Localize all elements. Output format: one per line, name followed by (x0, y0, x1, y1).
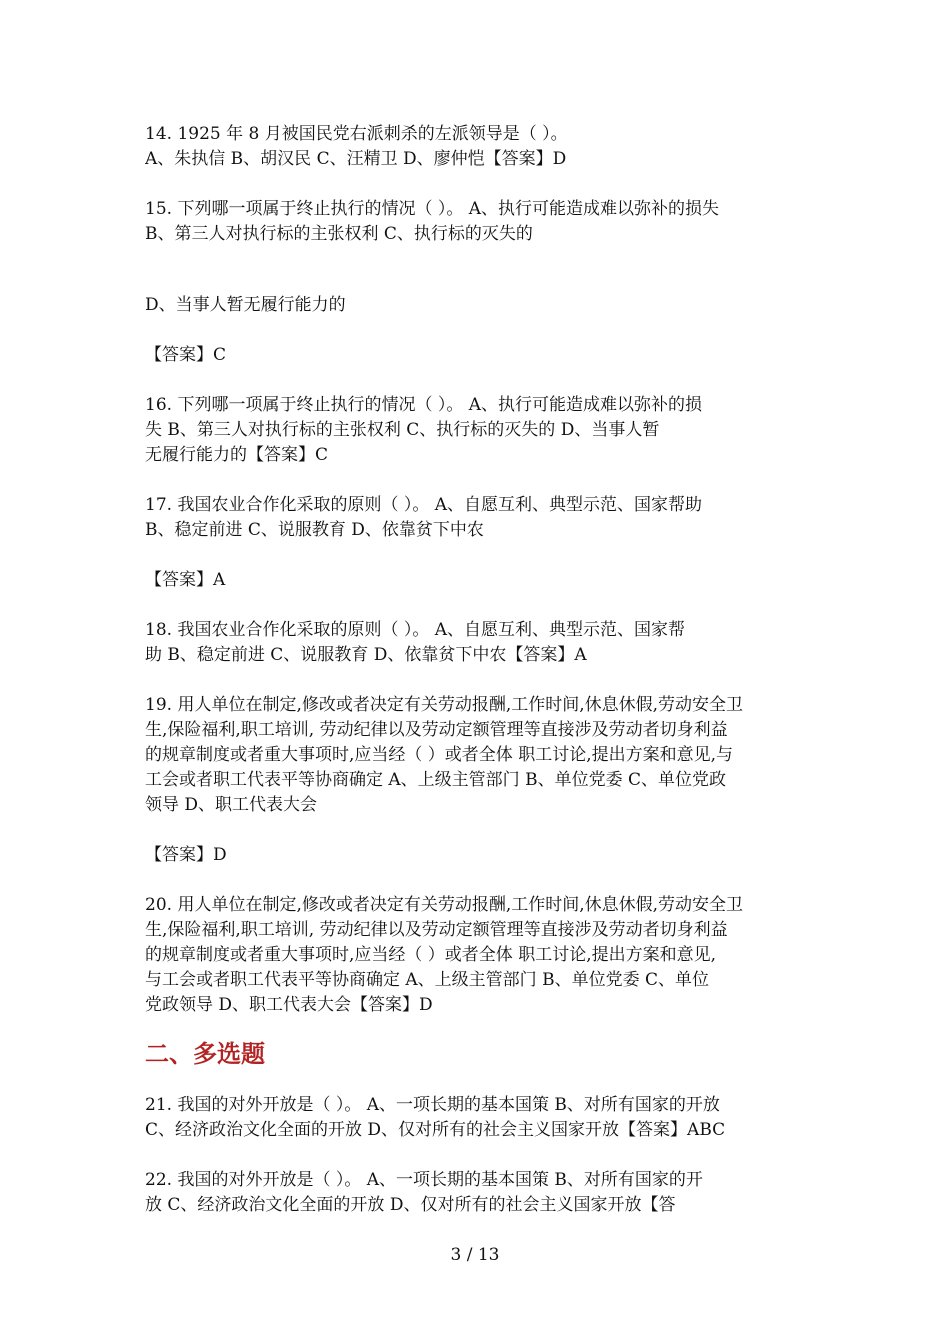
page-number: 3 / 13 (450, 1245, 500, 1265)
question-14: 14. 1925 年 8 月被国民党右派刺杀的左派领导是（ ）。 A、朱执信 B、胡汉民 C、汪精卫 D、廖仲恺【答案】D (145, 124, 568, 169)
question-15-option-d: D、当事人暂无履行能力的 (145, 295, 346, 315)
question-21: 21. 我国的对外开放是（ ）。 A、一项长期的基本国策 B、对所有国家的开放 C、经济政治文化全面的开放 D、仅对所有的社会主义国家开放【答案】ABC (145, 1095, 726, 1140)
question-19: 19. 用人单位在制定,修改或者决定有关劳动报酬,工作时间,休息休假,劳动安全卫 生,保险福利,职工培训, 劳动纪律以及劳动定额管理等直接涉及劳动者切身利益 的规章制度或者重大事项时,应当经（ ）或者全体 职工讨论,提出方案和意见,与 工会或者职工代表平等协商确定 A、上级主管部门 B、单位党委 C、单位党政 领导 D、职工代表大会 (145, 695, 744, 815)
question-17: 17. 我国农业合作化采取的原则（ ）。 A、自愿互利、典型示范、国家帮助 B、稳定前进 C、说服教育 D、依靠贫下中农 (145, 495, 703, 540)
question-17-answer: 【答案】A (145, 570, 226, 590)
section-title: 二、多选题 (145, 1040, 265, 1068)
question-15-answer: 【答案】C (145, 345, 227, 365)
question-18: 18. 我国农业合作化采取的原则（ ）。 A、自愿互利、典型示范、国家帮 助 B、稳定前进 C、说服教育 D、依靠贫下中农【答案】A (145, 620, 686, 665)
document-page (145, 122, 807, 1243)
question-20: 20. 用人单位在制定,修改或者决定有关劳动报酬,工作时间,休息休假,劳动安全卫 生,保险福利,职工培训, 劳动纪律以及劳动定额管理等直接涉及劳动者切身利益 的规章制度或者重大事项时,应当经（ ）或者全体 职工讨论,提出方案和意见, 与工会或者职工代表平等协商确定 A、上级主管部门 B、单位党委 C、单位 党政领导 D、职工代表大会【答案】D (145, 895, 744, 1015)
question-19-answer: 【答案】D (145, 845, 227, 865)
question-15: 15. 下列哪一项属于终止执行的情况（ ）。 A、执行可能造成难以弥补的损失 B、第三人对执行标的主张权利 C、执行标的灭失的 (145, 199, 720, 244)
question-16: 16. 下列哪一项属于终止执行的情况（ ）。 A、执行可能造成难以弥补的损 失 B、第三人对执行标的主张权利 C、执行标的灭失的 D、当事人暂 无履行能力的【答案】C (145, 395, 703, 465)
question-22: 22. 我国的对外开放是（ ）。 A、一项长期的基本国策 B、对所有国家的开 放 C、经济政治文化全面的开放 D、仅对所有的社会主义国家开放【答 (145, 1170, 703, 1215)
